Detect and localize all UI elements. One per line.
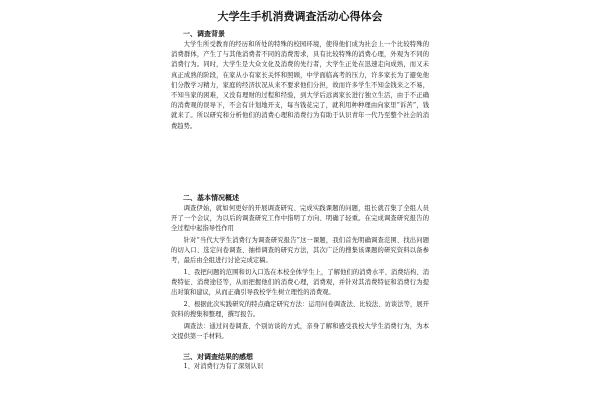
paragraph-methodology: 针对“当代大学生消费行为调查研究报告”这一课题，我们首先明确调查范围、找出问题的切入口、选定问卷调查、抽样调查的研究方法，其次广泛的搜集该课题的研究资料以备参考，最后由全组进行讨论完成定稿。 <box>171 237 429 265</box>
document-page <box>167 0 433 400</box>
document-title: 大学生手机消费调查活动心得体会 <box>217 10 383 23</box>
paragraph-survey: 调查法：通过问卷调查、个别访谈的方式，亲身了解和感受我校大学生消费行为，为本文提供第一手材料。 <box>171 323 429 341</box>
paragraph-background: 大学生所受教育的经历和所处的特殊的校园环境，使得他们成为社会上一个比较特殊的消费群体，产生了与其他消费者不同的消费需求，具有比较特殊的消费心理，外观为不同的消费行为。同时，大学生是大众文化及消费的先行者，大学生正处在迅速走向成熟，而又未真正成熟的阶段，在家从小有家长关怀和照顾，中学面临高考的压力，许多家长为了避免他们分散学习精力，家庭的经济状况从来不要求他们分担，故而许多学生不知金钱来之不易，不知当家的困难，又没有理财的过程和经验，到大学后远离家长进行独立生活，由于不正确的消费观的误导下，不会有计划地开支，每当钱花完了，就利用种种理由向家里“诉苦”，钱就来了。所以研究和分析他们的消费心理和消费行为有助于认识青年一代乃至整个社会的消费趋势。 <box>171 41 429 130</box>
paragraph-scope: 1、我把问题的范围和切入口选在本校全体学生上，了解他们的消费水平、消费结构、消费特征、消费途径等，从而把握他们的消费心理，消费观，并针对其消费特征和消费行为提出对策和建议，从而正确引导我校学生树立理性的消费观。 <box>171 269 429 297</box>
paragraph-kickoff: 调查伊始，就如何更好的开展调查研究、完成实践课题的问题，组长就召集了全组人员开了一个会议，为以后的调查研究工作中指明了方向、明确了轻重。在完成调查研究报告的全过程中起指导性作用 <box>171 205 429 233</box>
section-heading-overview: 二、基本情况概述 <box>183 194 239 202</box>
paragraph-reflection-1: 1、对消费行为有了深刻认识 <box>183 363 264 370</box>
section-heading-background: 一、调查背景 <box>183 30 225 38</box>
section-heading-reflections: 三、对调查结果的感想 <box>183 353 253 361</box>
paragraph-methods: 2、根据此次实践研究的特点确定研究方法：运用问卷调查法、比较法、访谈法等，展开资料的搜集和整理，撰写报告。 <box>171 301 429 319</box>
